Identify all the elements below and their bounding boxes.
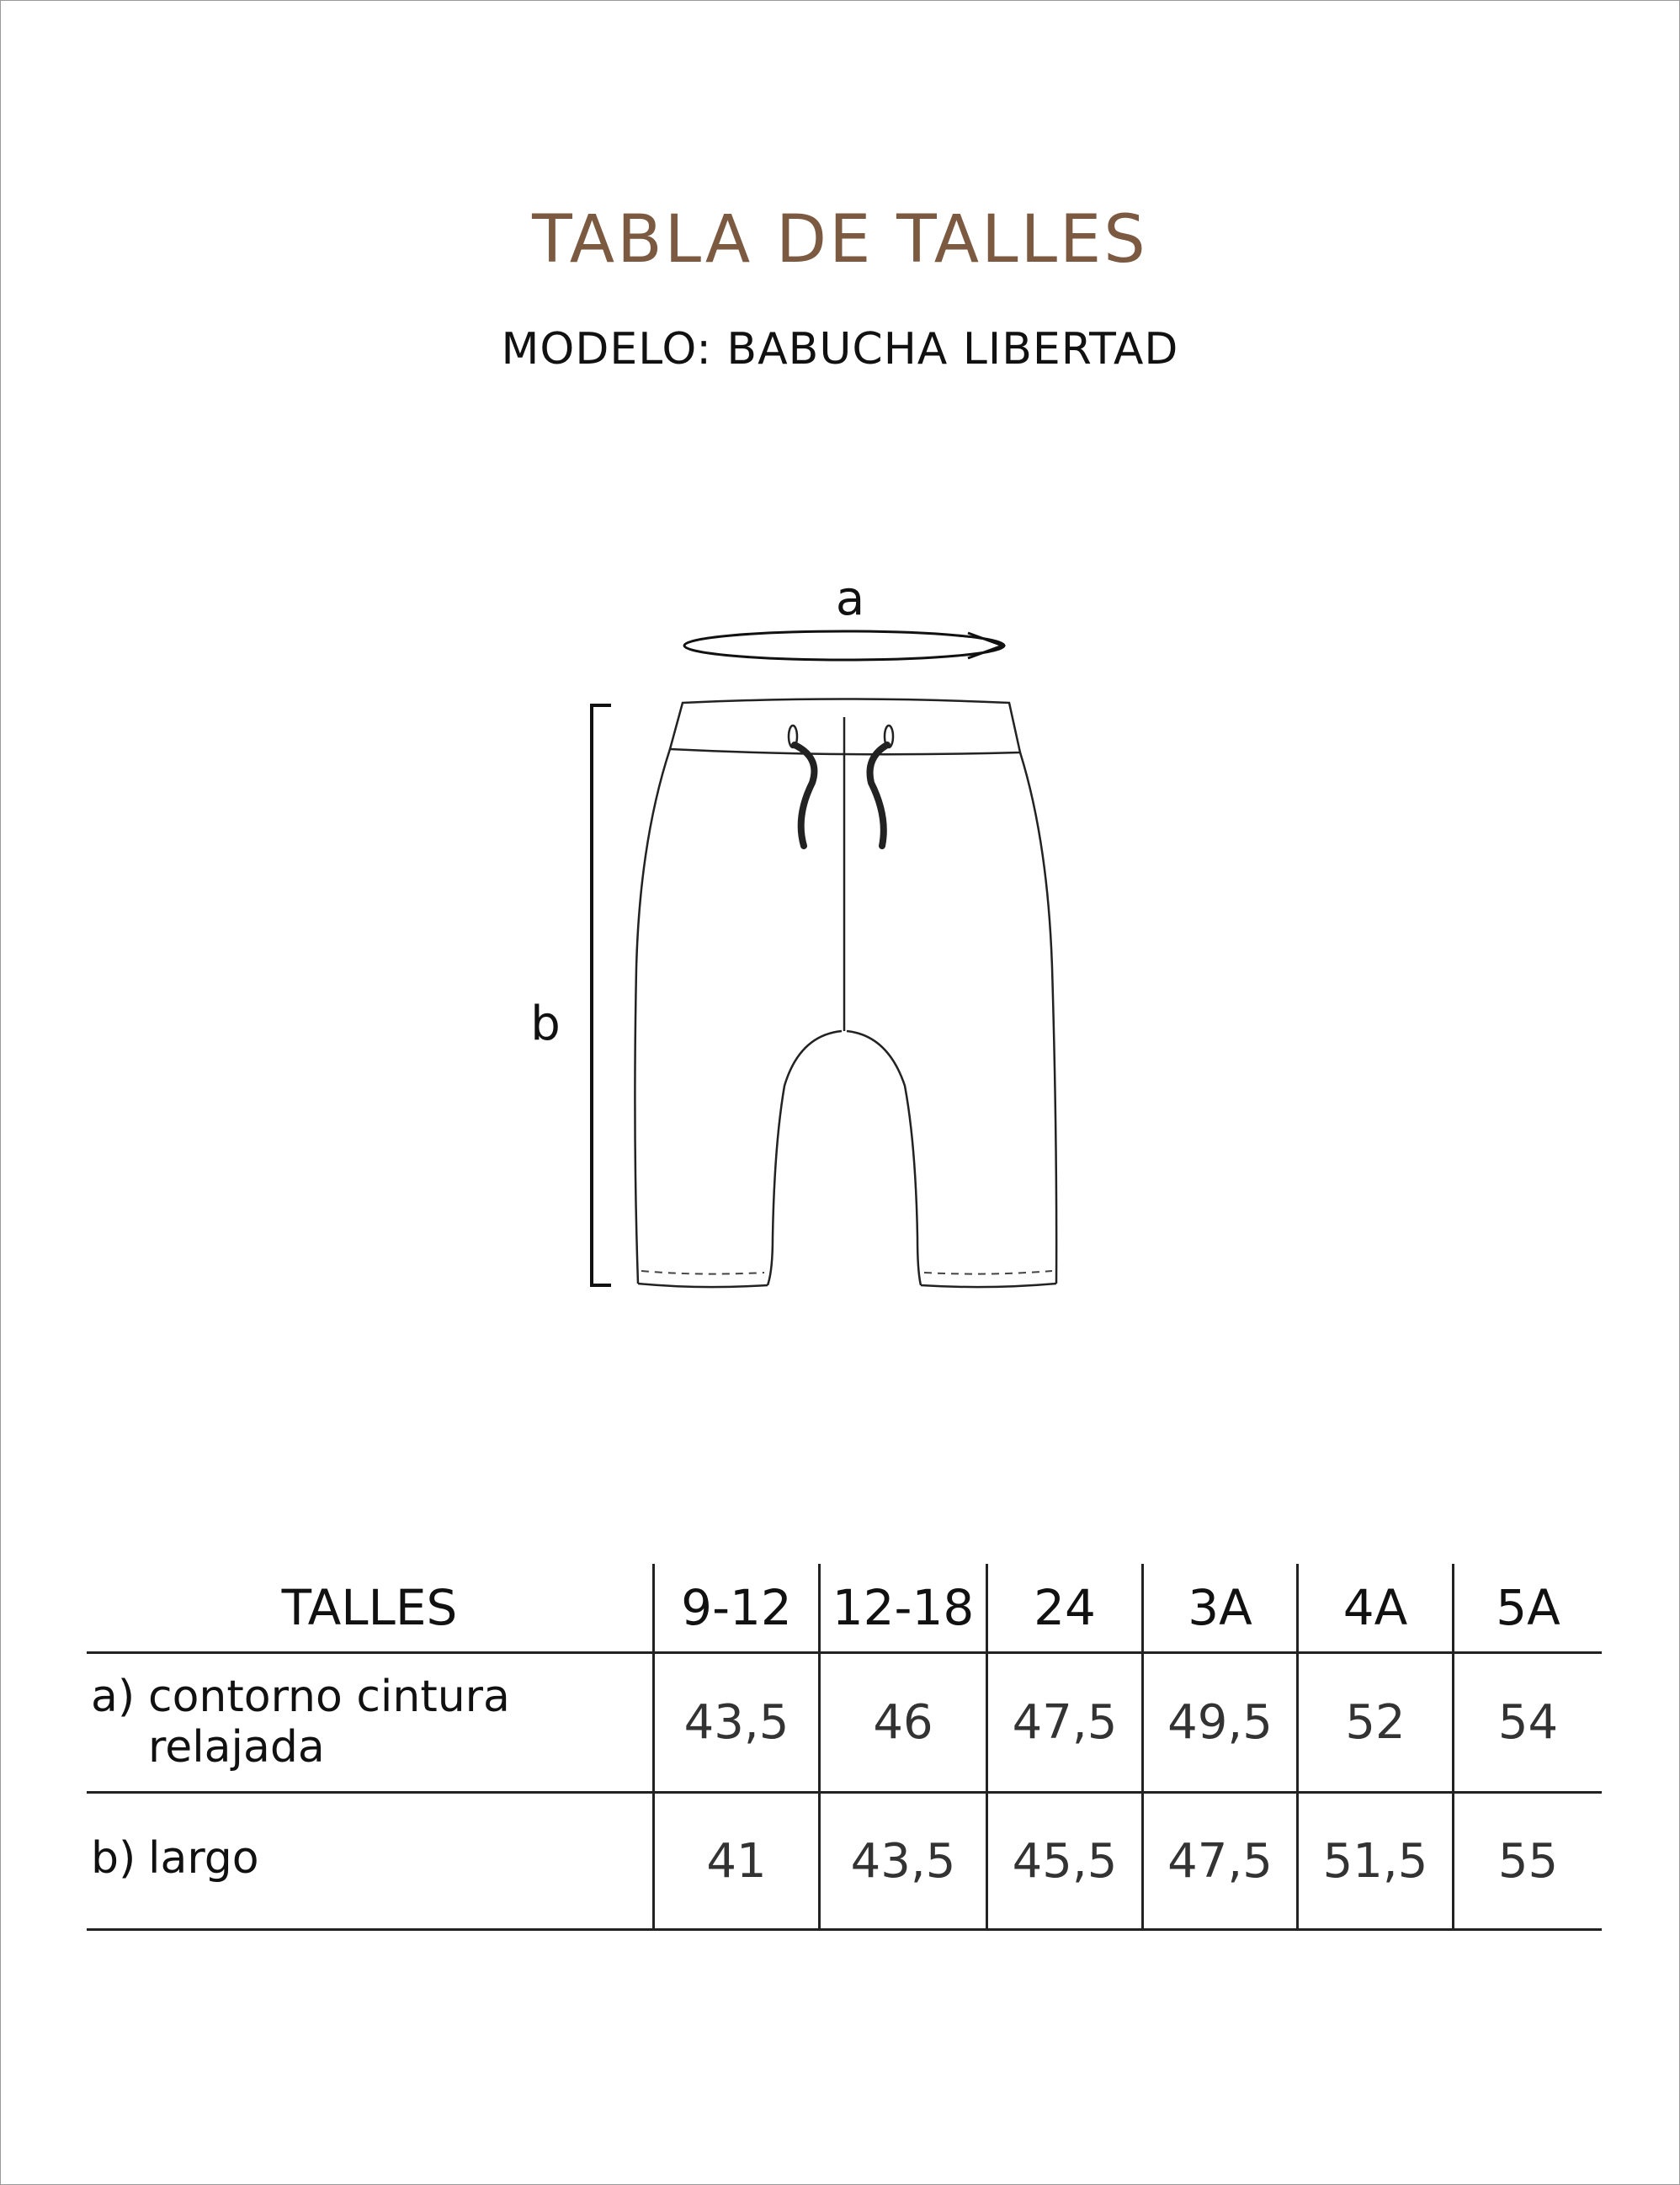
table-rule bbox=[87, 1928, 1602, 1931]
size-header: 5A bbox=[1496, 1579, 1560, 1636]
table-cell: 52 bbox=[1345, 1695, 1406, 1750]
table-cell: 41 bbox=[706, 1833, 767, 1889]
size-header: 3A bbox=[1188, 1579, 1252, 1636]
page-title: TABLA DE TALLES bbox=[532, 202, 1148, 278]
row-label-length bbox=[91, 1833, 646, 1892]
size-header: 9-12 bbox=[681, 1579, 792, 1636]
row-label-waist bbox=[91, 1672, 646, 1781]
table-cell: 43,5 bbox=[850, 1833, 956, 1889]
table-header-label: TALLES bbox=[281, 1579, 458, 1636]
drawstring bbox=[789, 726, 893, 846]
table-cell: 47,5 bbox=[1012, 1695, 1118, 1750]
size-header: 24 bbox=[1034, 1579, 1096, 1636]
label-a: a bbox=[835, 572, 865, 626]
size-header: 4A bbox=[1342, 1579, 1408, 1636]
pants-outline bbox=[635, 699, 1056, 1288]
row-label-line2: relajada bbox=[148, 1722, 325, 1773]
table-cell: 43,5 bbox=[683, 1695, 789, 1750]
length-measure-bracket bbox=[592, 705, 611, 1285]
table-cell: 46 bbox=[873, 1695, 933, 1750]
table-cell: 47,5 bbox=[1167, 1833, 1273, 1889]
row-label-line1: contorno cintura bbox=[148, 1672, 510, 1722]
table-cell: 54 bbox=[1497, 1695, 1559, 1750]
table-cell: 51,5 bbox=[1322, 1833, 1428, 1889]
label-b: b bbox=[530, 997, 561, 1051]
row-letter: a) bbox=[91, 1672, 136, 1722]
waist-measure-arrow bbox=[684, 631, 1004, 660]
model-name: MODELO: BABUCHA LIBERTAD bbox=[501, 324, 1179, 375]
table-cell: 55 bbox=[1497, 1833, 1559, 1889]
row-letter: b) bbox=[91, 1833, 136, 1884]
table-cell: 45,5 bbox=[1012, 1833, 1118, 1889]
row-label-line1: largo bbox=[148, 1833, 259, 1884]
size-header: 12-18 bbox=[832, 1579, 975, 1636]
hem-stitching bbox=[641, 1271, 1052, 1274]
table-cell: 49,5 bbox=[1167, 1695, 1273, 1750]
